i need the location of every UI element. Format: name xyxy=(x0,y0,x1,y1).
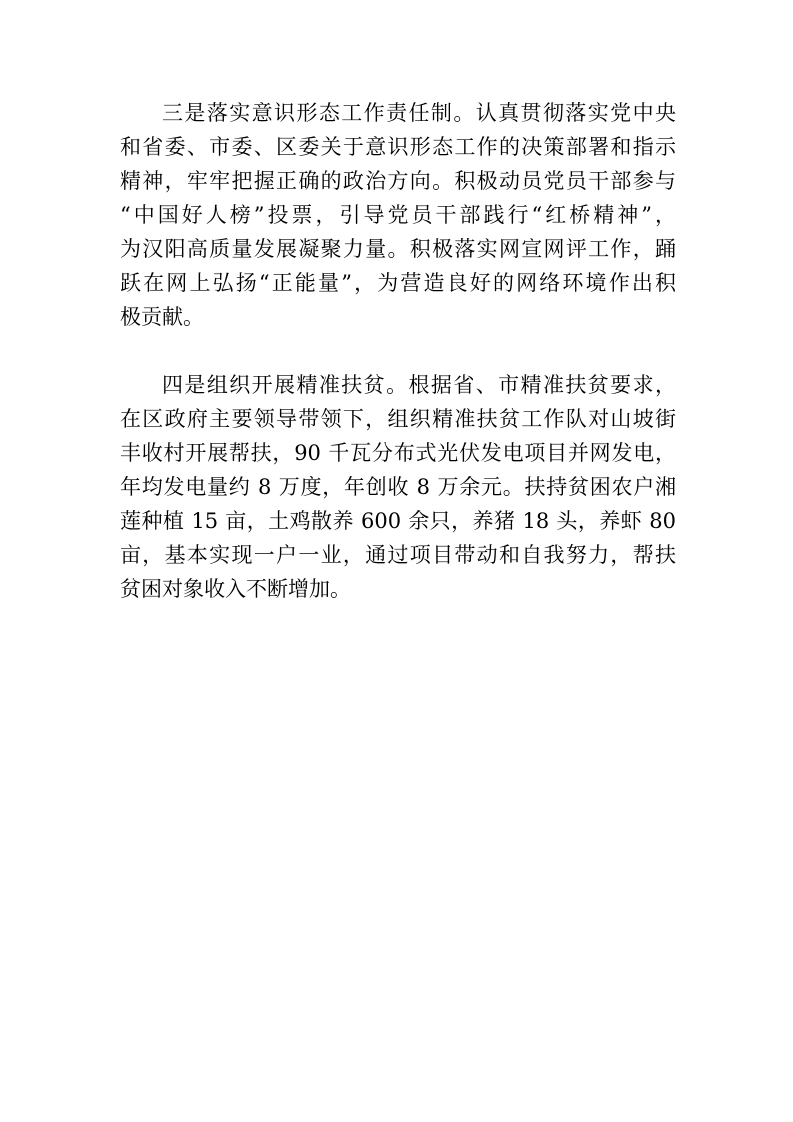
text-line: 年均发电量约 8 万度，年创收 8 万余元。扶持贫困农户湘 xyxy=(120,475,676,499)
text-line: 丰收村开展帮扶，90 千瓦分布式光伏发电项目并网发电， xyxy=(120,441,676,465)
text-line: 四是组织开展精准扶贫。根据省、市精准扶贫要求， xyxy=(162,373,676,397)
text-line: 三是落实意识形态工作责任制。认真贯彻落实党中央 xyxy=(162,101,676,125)
text-line: 极贡献。 xyxy=(120,305,204,329)
text-line: 贫困对象收入不断增加。 xyxy=(120,577,351,601)
text-line: 亩，基本实现一户一业，通过项目带动和自我努力，帮扶 xyxy=(120,543,676,567)
text-line: 跃在网上弘扬“正能量”，为营造良好的网络环境作出积 xyxy=(120,271,676,295)
text-line: 在区政府主要领导带领下，组织精准扶贫工作队对山坡街 xyxy=(120,407,676,431)
text-line: 莲种植 15 亩，土鸡散养 600 余只，养猪 18 头，养虾 80 xyxy=(120,509,676,533)
text-line: 为汉阳高质量发展凝聚力量。积极落实网宣网评工作，踊 xyxy=(120,237,676,261)
text-line: 精神，牢牢把握正确的政治方向。积极动员党员干部参与 xyxy=(120,169,676,193)
text-line: 和省委、市委、区委关于意识形态工作的决策部署和指示 xyxy=(120,135,676,159)
text-line: “中国好人榜”投票，引导党员干部践行“红桥精神”， xyxy=(120,203,676,227)
